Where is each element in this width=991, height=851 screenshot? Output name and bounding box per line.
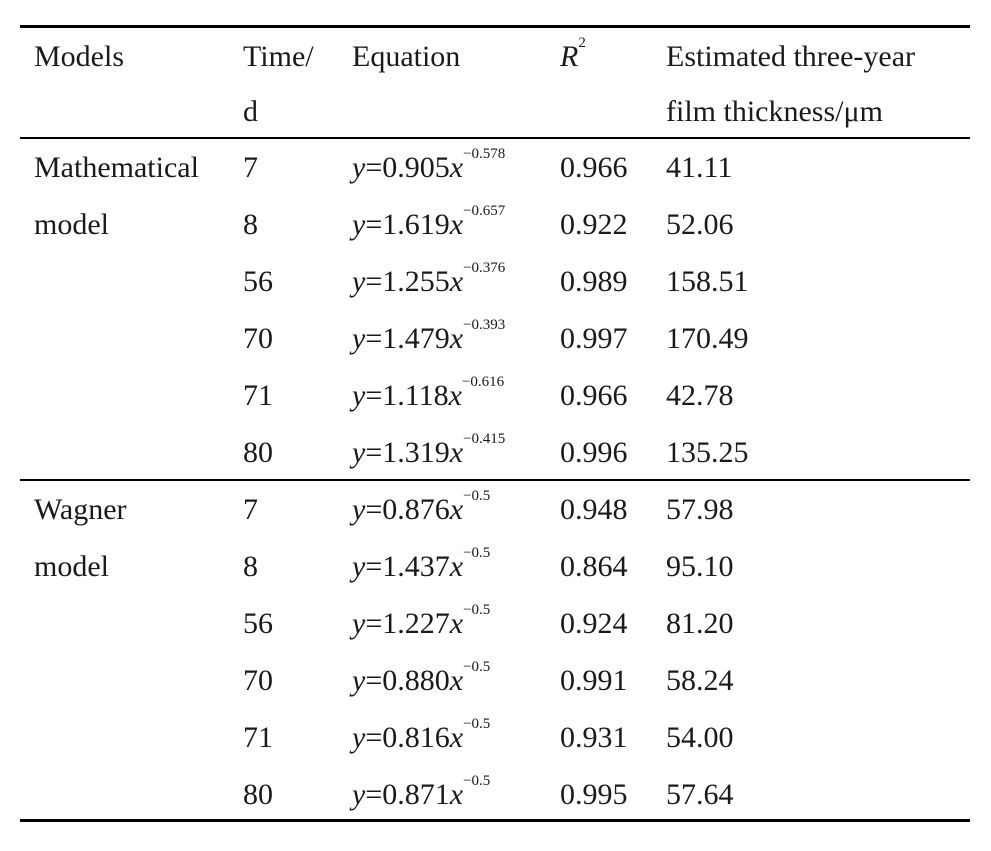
equation-x: x <box>449 493 464 526</box>
equation-y: y <box>352 778 366 811</box>
equation-x: x <box>449 607 464 640</box>
header-estimated-line2: film thickness/μm <box>666 95 883 128</box>
cell-time: 8 <box>243 208 258 241</box>
header-r-squared-exponent: 2 <box>578 35 586 51</box>
equation-equals: = <box>365 151 383 184</box>
equation-exponent: −0.5 <box>463 602 491 618</box>
equation-coefficient: 0.871 <box>382 778 450 811</box>
header-equation: Equation <box>352 40 461 73</box>
cell-r-squared: 0.996 <box>560 436 628 469</box>
cell-thickness: 57.98 <box>666 493 734 526</box>
equation-exponent: −0.657 <box>463 203 506 219</box>
cell-r-squared: 0.991 <box>560 664 628 697</box>
cell-equation <box>352 488 491 526</box>
equation-exponent: −0.5 <box>463 716 491 732</box>
cell-equation <box>352 374 505 412</box>
header-r-squared-base: R <box>560 40 579 73</box>
cell-thickness: 81.20 <box>666 607 734 640</box>
cell-equation <box>352 716 491 754</box>
equation-exponent: −0.5 <box>463 545 491 561</box>
equation-x: x <box>449 778 464 811</box>
group-name-line1: Wagner <box>34 493 127 526</box>
cell-equation <box>352 317 506 355</box>
cell-r-squared: 0.931 <box>560 721 628 754</box>
group-name-line2: model <box>34 550 109 583</box>
cell-thickness: 52.06 <box>666 208 734 241</box>
cell-time: 71 <box>243 721 273 754</box>
table-bottom-rule <box>20 819 970 822</box>
equation-equals: = <box>365 721 383 754</box>
equation-x: x <box>449 664 464 697</box>
equation-x: x <box>449 322 464 355</box>
header-models: Models <box>34 40 124 73</box>
equation-coefficient: 1.319 <box>382 436 450 469</box>
equation-equals: = <box>365 265 383 298</box>
equation-equals: = <box>365 379 383 412</box>
cell-time: 70 <box>243 664 273 697</box>
cell-time: 56 <box>243 265 273 298</box>
equation-y: y <box>352 208 366 241</box>
equation-coefficient: 1.118 <box>382 379 449 412</box>
equation-coefficient: 1.437 <box>382 550 450 583</box>
equation-x: x <box>448 379 462 412</box>
cell-r-squared: 0.966 <box>560 379 628 412</box>
equation-x: x <box>449 721 464 754</box>
cell-equation <box>352 602 491 640</box>
cell-time: 7 <box>243 493 258 526</box>
equation-y: y <box>352 151 366 184</box>
equation-coefficient: 1.255 <box>382 265 450 298</box>
cell-time: 7 <box>243 151 258 184</box>
cell-time: 56 <box>243 607 273 640</box>
equation-x: x <box>449 436 464 469</box>
header-r-squared <box>560 35 586 73</box>
cell-equation <box>352 773 491 811</box>
equation-exponent: −0.5 <box>463 488 491 504</box>
cell-thickness: 57.64 <box>666 778 734 811</box>
cell-r-squared: 0.924 <box>560 607 628 640</box>
equation-x: x <box>449 208 464 241</box>
cell-thickness: 170.49 <box>666 322 749 355</box>
header-rule <box>20 137 970 139</box>
equation-y: y <box>352 664 366 697</box>
equation-equals: = <box>365 208 383 241</box>
cell-equation <box>352 146 506 184</box>
cell-equation <box>352 431 506 469</box>
equation-coefficient: 0.816 <box>382 721 450 754</box>
cell-time: 70 <box>243 322 273 355</box>
equation-exponent: −0.376 <box>463 260 506 276</box>
cell-thickness: 41.11 <box>666 151 733 184</box>
equation-y: y <box>352 322 366 355</box>
equation-y: y <box>352 493 366 526</box>
cell-time: 80 <box>243 778 273 811</box>
cell-thickness: 135.25 <box>666 436 749 469</box>
equation-coefficient: 0.876 <box>382 493 450 526</box>
cell-thickness: 158.51 <box>666 265 749 298</box>
equation-equals: = <box>365 550 383 583</box>
header-time-line1: Time/ <box>243 40 314 73</box>
header-time-line2: d <box>243 95 258 128</box>
table-top-rule <box>20 25 970 28</box>
equation-x: x <box>449 151 464 184</box>
equation-exponent: −0.393 <box>463 317 506 333</box>
cell-equation <box>352 260 506 298</box>
equation-x: x <box>449 550 464 583</box>
equation-exponent: −0.5 <box>463 773 491 789</box>
cell-thickness: 95.10 <box>666 550 734 583</box>
equation-y: y <box>352 550 366 583</box>
cell-time: 8 <box>243 550 258 583</box>
equation-exponent: −0.5 <box>463 659 491 675</box>
equation-equals: = <box>365 664 383 697</box>
equation-exponent: −0.578 <box>463 146 506 162</box>
cell-equation <box>352 203 506 241</box>
equation-y: y <box>352 436 366 469</box>
equation-y: y <box>352 379 366 412</box>
cell-r-squared: 0.989 <box>560 265 628 298</box>
equation-coefficient: 1.619 <box>382 208 450 241</box>
cell-thickness: 54.00 <box>666 721 734 754</box>
header-estimated-line1: Estimated three-year <box>666 40 916 73</box>
equation-y: y <box>352 721 366 754</box>
equation-y: y <box>352 265 366 298</box>
cell-equation <box>352 659 491 697</box>
equation-exponent: −0.616 <box>461 374 505 390</box>
equation-equals: = <box>365 607 383 640</box>
cell-r-squared: 0.948 <box>560 493 628 526</box>
cell-r-squared: 0.922 <box>560 208 628 241</box>
cell-time: 80 <box>243 436 273 469</box>
cell-r-squared: 0.997 <box>560 322 628 355</box>
equation-coefficient: 1.479 <box>382 322 450 355</box>
equation-coefficient: 0.880 <box>382 664 450 697</box>
cell-r-squared: 0.966 <box>560 151 628 184</box>
equation-exponent: −0.415 <box>463 431 506 447</box>
equation-equals: = <box>365 493 383 526</box>
cell-thickness: 42.78 <box>666 379 734 412</box>
cell-equation <box>352 545 491 583</box>
equation-coefficient: 1.227 <box>382 607 450 640</box>
equation-equals: = <box>365 436 383 469</box>
group-name-line2: model <box>34 208 109 241</box>
group-name-line1: Mathematical <box>34 151 199 184</box>
equation-equals: = <box>365 322 383 355</box>
equation-coefficient: 0.905 <box>382 151 450 184</box>
group-separator-rule <box>20 479 970 481</box>
cell-r-squared: 0.995 <box>560 778 628 811</box>
cell-thickness: 58.24 <box>666 664 734 697</box>
equation-y: y <box>352 607 366 640</box>
equation-x: x <box>449 265 464 298</box>
cell-r-squared: 0.864 <box>560 550 628 583</box>
cell-time: 71 <box>243 379 273 412</box>
equation-equals: = <box>365 778 383 811</box>
